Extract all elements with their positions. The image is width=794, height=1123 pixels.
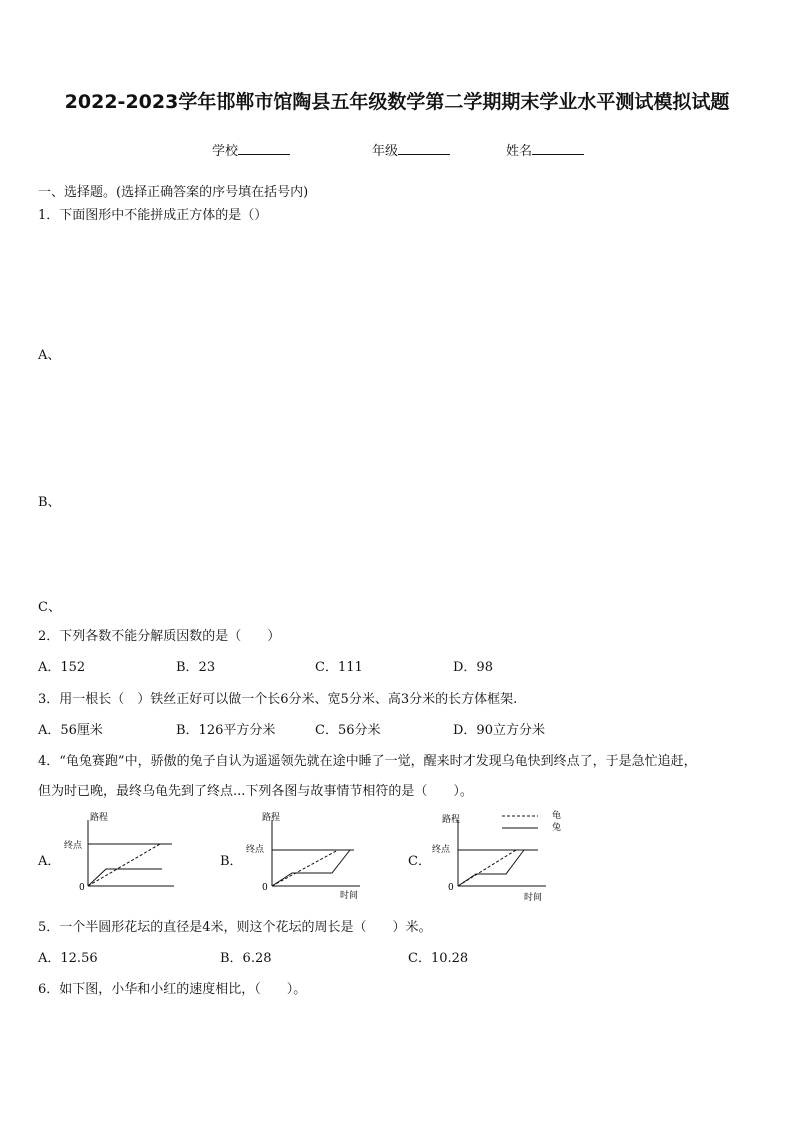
q1-option-a[interactable]: A、: [38, 348, 61, 363]
graph-a-turtle-path: [88, 844, 160, 886]
graph-b-x-label: 时间: [340, 891, 359, 901]
graph-b-turtle-path: [272, 850, 338, 886]
q2-option-a[interactable]: A．152: [38, 660, 86, 675]
graph-c-finish-label: 终点: [432, 845, 451, 855]
q5-option-c[interactable]: C．10.28: [408, 951, 469, 966]
graph-c-legend-rabbit: 兔: [552, 823, 562, 833]
graph-a-finish-label: 终点: [64, 841, 83, 851]
q3-option-b[interactable]: B．126平方分米: [176, 723, 276, 738]
q2-option-b[interactable]: B．23: [176, 660, 216, 675]
q2-text: 2．下列各数不能分解质因数的是（ ）: [38, 629, 281, 644]
grade-label: 年级: [372, 144, 399, 159]
school-label: 学校: [212, 144, 239, 159]
graph-a-rabbit-path: [88, 869, 162, 886]
name-field[interactable]: [506, 140, 584, 159]
q6-text: 6．如下图，小华和小红的速度相比，（ ）。: [38, 982, 307, 997]
school-blank[interactable]: [238, 142, 290, 155]
q4-text-line1: 4．“龟兔赛跑”中，骄傲的兔子自认为遥遥领先就在途中睡了一觉，醒来时才发现乌龟快到终点了，于是急忙追赶，: [38, 754, 697, 769]
graph-c-rabbit-path: [458, 850, 524, 886]
q5-text: 5．一个半圆形花坛的直径是4米，则这个花坛的周长是（ ）米。: [38, 920, 432, 935]
q2-option-d[interactable]: D．98: [453, 660, 493, 675]
q4-graph-a: [62, 810, 182, 895]
q1-option-b[interactable]: B、: [38, 495, 61, 510]
q3-text: 3．用一根长（ ）铁丝正好可以做一个长6分米、宽5分米、高3分米的长方体框架.: [38, 692, 518, 707]
grade-field[interactable]: [372, 140, 450, 159]
q5-option-b[interactable]: B．6.28: [220, 951, 272, 966]
section-heading: 一、选择题。(选择正确答案的序号填在括号内): [38, 185, 309, 200]
graph-a-y-label: 路程: [90, 813, 109, 823]
q3-option-c[interactable]: C．56分米: [315, 723, 381, 738]
name-label: 姓名: [506, 144, 533, 159]
graph-b-finish-label: 终点: [246, 845, 265, 855]
q5-option-a[interactable]: A．12.56: [38, 951, 98, 966]
graph-c-turtle-path: [458, 850, 516, 886]
grade-blank[interactable]: [398, 142, 450, 155]
graph-b-y-label: 路程: [262, 813, 281, 823]
graph-c-x-label: 时间: [524, 893, 543, 902]
name-blank[interactable]: [532, 142, 584, 155]
q1-option-c[interactable]: C、: [38, 600, 61, 615]
page-title: 2022-2023学年邯郸市馆陶县五年级数学第二学期期末学业水平测试模拟试题: [64, 91, 730, 113]
graph-b-rabbit-path: [272, 850, 350, 886]
q3-option-a[interactable]: A．56厘米: [38, 723, 103, 738]
graph-c-y-label: 路程: [442, 815, 461, 825]
graph-a-origin: 0: [79, 883, 85, 893]
q4-text-line2: 但为时已晚，最终乌龟先到了终点...下列各图与故事情节相符的是（ ）。: [38, 784, 473, 799]
q4-option-b[interactable]: B．: [220, 854, 243, 869]
school-field[interactable]: [212, 140, 290, 159]
q4-graph-c: [428, 806, 578, 902]
q4-option-a[interactable]: A．: [38, 854, 61, 869]
graph-b-origin: 0: [262, 883, 268, 893]
q2-option-c[interactable]: C．111: [315, 660, 363, 675]
q3-option-d[interactable]: D．90立方分米: [453, 723, 545, 738]
q4-option-c[interactable]: C．: [408, 854, 431, 869]
graph-c-origin: 0: [448, 883, 454, 893]
q1-text: 1．下面图形中不能拼成正方体的是（）: [38, 208, 268, 223]
q4-graph-b: [244, 810, 368, 902]
graph-c-legend-turtle: 龟: [552, 811, 562, 821]
